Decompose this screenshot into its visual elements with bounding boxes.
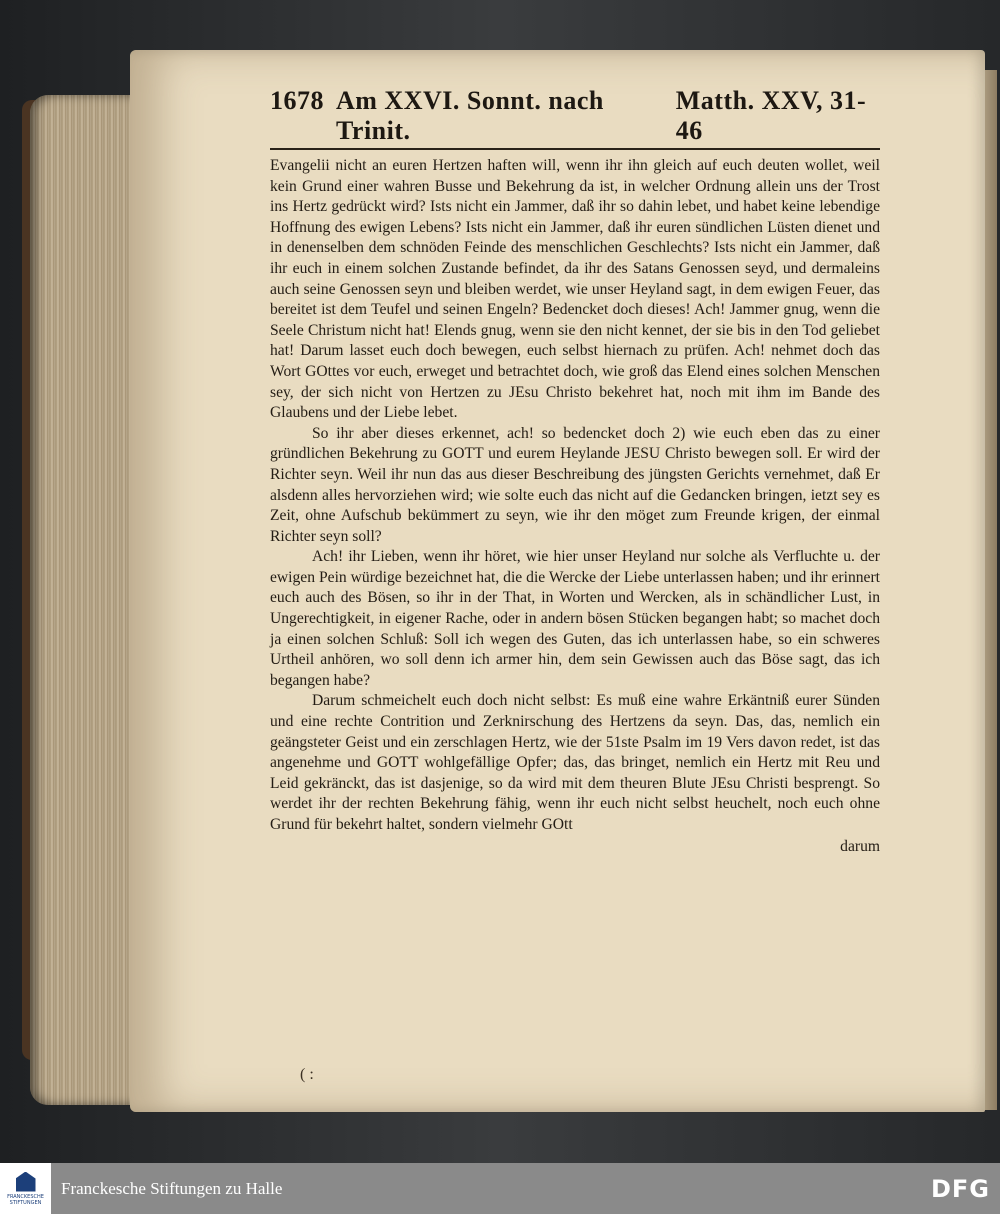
paragraph: Ach! ihr Lieben, wenn ihr höret, wie hier unser Heyland nur solche als Verfluchte u. der ewigen Pein würdige bezeichnet hat, die die Wercke der Liebe unterlassen haben; und ihr erinnert euch auch des Bösen, so ihr in der That, in Worten und Wercken, als in schändlicher Lust, in Ungerechtigkeit, in eigener Rache, oder in andern bösen Stücken begangen habt; so machet doch ja einen solchen Schluß: Soll ich wegen des Guten, das ich unterlassen habe, so ein schweres Urtheil anhören, wo soll denn ich armer hin, dem sein Gewissen auch das Böse sagt, das ich begangen habe? bbox=[270, 548, 880, 689]
paragraph: Evangelii nicht an euren Hertzen haften will, wenn ihr ihn gleich auf euch deuten wollet, weil kein Grund einer wahren Busse und Bekehrung da ist, in welcher Ordnung allein uns der Trost ins Hertz gedrückt wird? Ists nicht ein Jammer, daß ihr so dahin lebet, und habet keine lebendige Hoffnung des ewigen Lebens? Ists nicht ein Jammer, daß ihr euren sündlichen Lüsten dienet und in denenselben dem schnöden Feinde des menschlichen Geschlechts? Ists nicht ein Jammer, daß ihr euch in einem solchen Zustande befindet, da ihr des Satans Genossen seyd, und dermaleins auch seine Genossen seyn und bleiben werdet, wie unser Heyland sagt, in dem ewigen Feuer, das bereitet ist dem Teufel und seinen Engeln? Bedencket doch dieses! Ach! Jammer gnug, wenn die Seele Christum nicht hat! Elends gnug, wenn sie den nicht kennet, der sie bis in den Tod geliebet hat! Darum lasset euch doch bewegen, euch selbst hiernach zu prüfen. Ach! nehmet doch das Wort GOttes vor euch, erweget und betrachtet doch, wie groß das Elend eines solchen Menschen sey, der sich nicht von Hertzen zu JEsu Christo bekehret hat, noch mit ihm im Bande des Glaubens und der Liebe lebet. bbox=[270, 157, 880, 422]
building-icon bbox=[16, 1172, 36, 1192]
margin-marks: ( : bbox=[300, 1066, 314, 1083]
logo-text: FRANCKESCHE STIFTUNGEN bbox=[7, 1193, 44, 1206]
scripture-reference: Matth. XXV, 31-46 bbox=[675, 86, 867, 145]
catchword: darum bbox=[840, 837, 880, 855]
institution-logo[interactable] bbox=[0, 1163, 51, 1214]
institution-name[interactable]: Franckesche Stiftungen zu Halle bbox=[61, 1178, 283, 1198]
footer-bar bbox=[0, 1163, 1000, 1214]
page-content bbox=[270, 86, 880, 856]
dfg-logo[interactable]: DFG bbox=[930, 1174, 990, 1203]
running-title: Am XXVI. Sonnt. nach Trinit. bbox=[336, 86, 604, 145]
body-text bbox=[270, 156, 880, 836]
running-header bbox=[270, 86, 880, 150]
book-page bbox=[130, 50, 985, 1112]
paragraph: Darum schmeichelt euch doch nicht selbst: Es muß eine wahre Erkäntniß eurer Sünden und eine rechte Contrition und Zerknirschung des Hertzens da seyn. Das, das, nemlich ein geängsteter Geist und ein zerschlagen Hertz, wie der 51ste Psalm im 19 Vers davon redet, ist das angenehme und GOTT wohlgefällige Opfer; das, das bringet, nemlich ein Hertz mit Reu und Leid gekränckt, das ist dasjenige, so da wird mit dem theuren Blute JEsu Christi besprengt. So werdet ihr der rechten Bekehrung fähig, wenn ihr euch nicht selbst heuchelt, noch euch ohne Grund für bekehrt haltet, sondern vielmehr GOtt bbox=[270, 692, 880, 833]
paragraph: So ihr aber dieses erkennet, ach! so bedencket doch 2) wie euch eben das zu einer gründlichen Bekehrung zu GOTT und eurem Heylande JESU Christo bewegen soll. Er wird der Richter seyn. Weil ihr nun das aus dieser Beschreibung des jüngsten Gerichts vernehmet, daß Er alsdenn alles hervorziehen wird; wie solte euch das nicht auf die Gedancken bringen, ietzt sey es Zeit, ohne Aufschub bekümmert zu seyn, wie ihr den möget zum Freunde krigen, der einmal Richter seyn soll? bbox=[270, 424, 880, 545]
page-number: 1678 bbox=[270, 86, 324, 115]
